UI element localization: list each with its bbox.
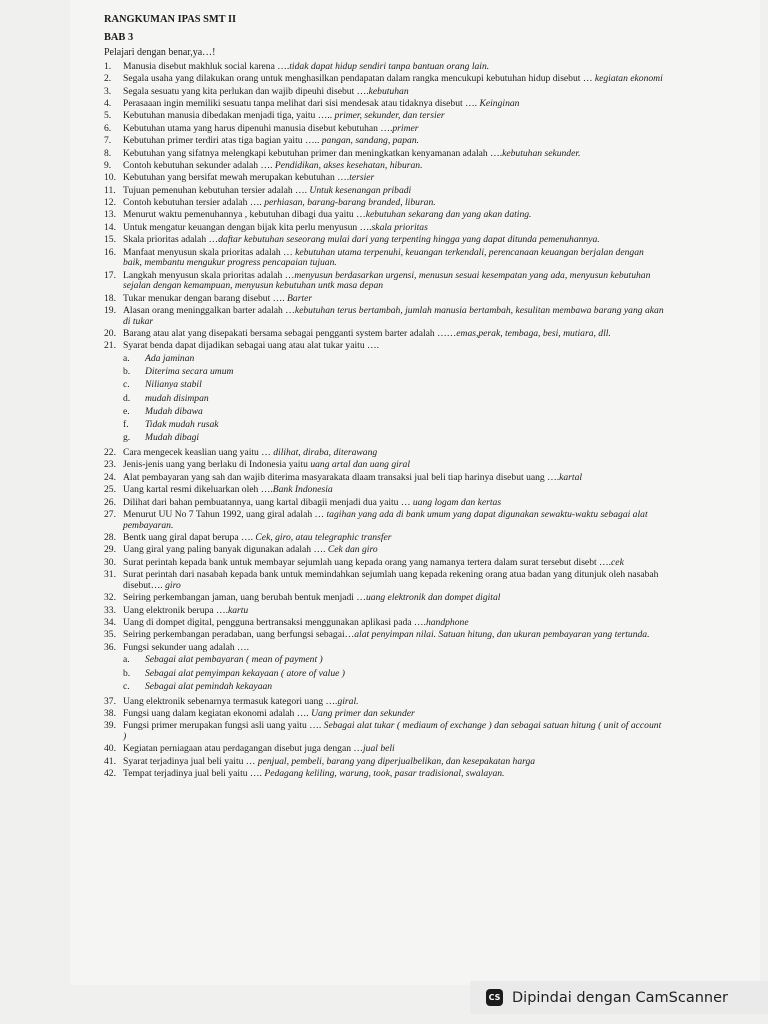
list-item (104, 533, 664, 544)
item-question: Manusia disebut makhluk social karena …. (123, 60, 290, 72)
item-question: Seiring perkembangan peradaban, uang berfungsi sebagai… (123, 629, 355, 641)
item-number: 38. (104, 708, 116, 720)
list-item (104, 558, 664, 569)
list-item (104, 721, 664, 742)
document-content (104, 15, 664, 782)
item-text (123, 570, 664, 591)
item-question: Skala prioritas adalah … (123, 234, 219, 246)
sub-list-item (123, 407, 664, 418)
item-text (123, 111, 664, 122)
sub-list-item (123, 394, 664, 405)
item-text (123, 593, 664, 604)
list-item (104, 329, 664, 340)
item-question: Jenis-jenis uang yang berlaku di Indonesia yaitu (123, 459, 311, 471)
item-text (123, 74, 664, 85)
sub-item-text: Diterima secara umum (145, 366, 234, 378)
item-text (123, 235, 664, 246)
item-answer: dilihat, diraba, diterawang (273, 447, 378, 459)
item-question: Kegiatan perniagaan atau perdagangan disebut juga dengan … (123, 743, 364, 755)
item-number: 4. (104, 97, 112, 109)
item-answer: alat penyimpan nilai. Satuan hitung, dan ukuran pembayaran yang tertunda. (354, 629, 650, 641)
item-question: Barang atau alat yang disepakati bersama sebagai pengganti system barter adalah …… (123, 327, 457, 339)
item-number: 33. (104, 604, 116, 616)
item-text (123, 124, 664, 135)
item-number: 27. (104, 509, 116, 521)
list-item (104, 697, 664, 708)
item-text (123, 460, 664, 471)
item-question: Tujuan pemenuhan kebutuhan tersier adalah …. (123, 184, 310, 196)
list-item (104, 235, 664, 246)
item-question: Untuk mengatur keuangan dengan bijak kita perlu menyusun …. (123, 221, 372, 233)
item-number: 24. (104, 471, 116, 483)
item-answer: menyusun berdasarkan urgensi, menusun sesuai kesempatan yang ada, menyusun kebutuhan sejalan dengan kemampuan, menyusun kebutuhan untk masa depan (123, 269, 651, 292)
sub-item-text: Mudah dibawa (145, 405, 203, 417)
item-text (123, 485, 664, 496)
item-question: Langkah menyusun skala prioritas adalah … (123, 269, 295, 281)
list-item (104, 271, 664, 292)
item-question: Surat perintah kepada bank untuk membayar sejumlah uang kepada orang yang namanya tertera dalam surat tersebut disebt …. (123, 556, 612, 568)
list-item (104, 99, 664, 110)
item-number: 8. (104, 147, 112, 159)
item-number: 42. (104, 768, 116, 780)
item-text (123, 769, 664, 780)
list-item (104, 460, 664, 471)
item-question: Alasan orang meninggalkan barter adalah … (123, 305, 295, 316)
sub-item-letter: d. (123, 392, 131, 404)
list-item (104, 618, 664, 629)
sub-item-letter: b. (123, 667, 131, 679)
chapter-heading: BAB 3 (104, 31, 134, 43)
item-answer: giro (165, 579, 181, 591)
sub-item-text: Sebagai alat pembayaran ( mean of payment ) (145, 654, 323, 666)
sub-item-text: Tidak mudah rusak (145, 418, 219, 430)
list-item (104, 510, 664, 531)
item-number: 29. (104, 544, 116, 556)
item-text (123, 558, 664, 569)
item-number: 26. (104, 496, 116, 508)
item-text (123, 62, 664, 73)
camscanner-watermark (470, 981, 768, 1014)
item-question: Cara mengecek keaslian uang yaitu … (123, 447, 274, 459)
item-answer: Bank Indonesia (272, 484, 333, 496)
item-number: 20. (104, 327, 116, 339)
item-question: Bentk uang giral dapat berupa …. (123, 532, 256, 544)
item-text (123, 294, 664, 305)
item-number: 1. (104, 60, 112, 72)
item-answer: Keinginan (479, 97, 520, 109)
item-number: 10. (104, 172, 116, 184)
item-question: Perasaaan ingin memiliki sesuatu tanpa melihat dari sisi mendesak atau tidaknya disebut …. (123, 97, 480, 109)
item-answer: cek (611, 556, 624, 568)
item-answer: emas,perak, tembaga, besi, mutiara, dll. (456, 327, 611, 339)
item-text (123, 721, 664, 742)
item-text (123, 99, 664, 110)
item-question: Kebutuhan utama yang harus dipenuhi manusia disebut kebutuhan …. (123, 122, 393, 134)
item-question: Kebutuhan primer terdiri atas tiga bagian yaitu ….. (123, 135, 322, 147)
item-text (123, 271, 664, 292)
item-text (123, 149, 664, 160)
item-text (123, 510, 664, 531)
list-item (104, 198, 664, 209)
list-item (104, 62, 664, 73)
item-number: 41. (104, 755, 116, 767)
item-text (123, 744, 664, 755)
list-item (104, 173, 664, 184)
item-number: 34. (104, 616, 116, 628)
list-item (104, 341, 664, 446)
sub-list-item (123, 354, 664, 365)
question-list (104, 62, 664, 780)
list-item (104, 294, 664, 305)
list-item (104, 593, 664, 604)
item-number: 31. (104, 569, 116, 581)
item-question: Tukar menukar dengan barang disebut …. (123, 292, 288, 304)
item-answer: kebutuhan utama terpenuhi, keuangan terkendali, perencanaan keuangan berjalan dengan baik, membantu mengukur progress pencapaian tujuan. (123, 246, 644, 269)
item-answer: uang logam dan kertas (412, 496, 502, 508)
item-number: 37. (104, 695, 116, 707)
item-text (123, 448, 664, 459)
item-text (123, 223, 664, 234)
item-number: 7. (104, 135, 112, 147)
item-answer: jual beli (363, 743, 395, 755)
item-number: 28. (104, 532, 116, 544)
item-question: Contoh kebutuhan sekunder adalah …. (123, 159, 275, 171)
item-answer: kebutuhan sekunder. (502, 147, 581, 159)
item-answer: giral. (337, 695, 359, 707)
item-answer: Barter (287, 292, 313, 304)
item-number: 16. (104, 246, 116, 258)
item-answer: kartal (559, 471, 583, 483)
item-number: 40. (104, 743, 116, 755)
item-text (123, 606, 664, 617)
item-answer: kartu (227, 604, 249, 616)
sub-item-text: mudah disimpan (145, 392, 209, 404)
list-item (104, 630, 664, 641)
item-text (123, 697, 664, 708)
document-title: RANGKUMAN IPAS SMT II (104, 14, 237, 25)
item-text (123, 87, 664, 98)
list-item (104, 606, 664, 617)
item-question: Contoh kebutuhan tersier adalah …. (123, 197, 265, 209)
sub-item-letter: a. (123, 654, 130, 666)
list-item (104, 709, 664, 720)
list-item (104, 643, 664, 695)
sub-item-letter: g. (123, 432, 131, 444)
item-answer: kebutuhan (368, 85, 409, 97)
item-text (123, 473, 664, 484)
item-answer: skala prioritas (371, 221, 428, 233)
sub-item-letter: f. (123, 418, 129, 430)
item-answer: tersier (349, 172, 375, 184)
item-question: Surat perintah dari nasabah kepada bank untuk memindahkan sejumlah uang kepada rekening orang atua badan yang ditunjuk oleh nasabah disebut…. (123, 569, 659, 591)
item-text (123, 198, 664, 209)
sub-item-letter: c. (123, 379, 130, 391)
item-answer: Untuk kesenangan pribadi (309, 184, 412, 196)
item-answer: uang elektronik dan dompet digital (365, 592, 501, 604)
item-question: Tempat terjadinya jual beli yaitu …. (123, 768, 265, 780)
sub-item-text: Sebagai alat pemyimpan kekayaan ( atore of value ) (145, 667, 345, 679)
item-number: 14. (104, 221, 116, 233)
item-number: 32. (104, 592, 116, 604)
list-item (104, 448, 664, 459)
item-answer: handphone (425, 616, 469, 628)
list-item (104, 744, 664, 755)
sub-item-text: Mudah dibagi (145, 432, 200, 444)
item-question: Manfaat menyusun skala prioritas adalah … (123, 246, 296, 258)
item-number: 9. (104, 159, 112, 171)
item-text (123, 630, 664, 641)
item-question: Fungsi uang dalam kegiatan ekonomi adalah …. (123, 708, 312, 720)
list-item (104, 248, 664, 269)
item-question: Segala sesuatu yang kita perlukan dan wajib dipeuhi disebut …. (123, 85, 369, 97)
item-text (123, 643, 664, 695)
item-question: Menurut UU No 7 Tahun 1992, uang giral adalah … (123, 509, 327, 521)
camscanner-logo-icon: CS (486, 989, 503, 1006)
list-item (104, 149, 664, 160)
item-question: Kebutuhan yang bersifat mewah merupakan kebutuhan …. (123, 172, 350, 184)
item-question: Syarat terjadinya jual beli yaitu … (123, 755, 258, 767)
sub-item-letter: c. (123, 680, 130, 692)
item-question: Uang di dompet digital, pengguna bertransaksi menggunakan aplikasi pada …. (123, 616, 426, 628)
item-text (123, 210, 664, 221)
item-answer: Pendidikan, akses kesehatan, hiburan. (274, 159, 423, 171)
sub-item-letter: a. (123, 352, 130, 364)
item-number: 25. (104, 484, 116, 496)
item-text (123, 173, 664, 184)
list-item (104, 485, 664, 496)
item-text (123, 533, 664, 544)
item-text (123, 306, 664, 327)
sub-list-item (123, 420, 664, 431)
item-answer: Cek dan giro (327, 544, 378, 556)
sub-item-letter: e. (123, 405, 130, 417)
item-question: Uang kartal resmi dikeluarkan oleh …. (123, 484, 273, 496)
item-number: 5. (104, 110, 112, 122)
item-question: Alat pembayaran yang sah dan wajib diterima masyarakata dlaam transaksi jual beli tiap harinya disebut uang …. (123, 471, 560, 483)
item-number: 11. (104, 184, 116, 196)
item-answer: primer (392, 122, 419, 134)
item-number: 23. (104, 459, 116, 471)
item-question: Fungsi sekunder uang adalah …. (123, 641, 250, 653)
list-item (104, 161, 664, 172)
item-number: 19. (104, 305, 116, 316)
item-answer: tidak dapat hidup sendiri tanpa bantuan orang lain. (289, 60, 490, 72)
list-item (104, 124, 664, 135)
item-text (123, 498, 664, 509)
sub-item-text: Ada jaminan (145, 352, 195, 364)
item-question: Segala usaha yang dilakukan orang untuk menghasilkan pendapatan dalam rangka mencukupi kebutuhan hidup disebut … (123, 73, 595, 85)
list-item (104, 306, 664, 327)
item-answer: kebutuhan terus bertambah, jumlah manusia bertambah, kesulitan membawa barang yang akan di tukar (123, 305, 664, 327)
item-number: 17. (104, 269, 116, 281)
item-number: 18. (104, 292, 116, 304)
item-question: Dilihat dari bahan pembuatannya, uang kartal dibagii menjadi dua yaitu … (123, 496, 413, 508)
item-number: 39. (104, 720, 116, 732)
item-question: Syarat benda dapat dijadikan sebagai uang atau alat tukar yaitu …. (123, 340, 380, 352)
sub-item-text: Sebagai alat pemindah kekayaan (145, 680, 273, 692)
item-question: Fungsi primer merupakan fungsi asli uang yaitu …. (123, 720, 324, 732)
item-question: Menurut waktu pemenuhannya , kebutuhan dibagi dua yaitu … (123, 209, 366, 221)
list-item (104, 769, 664, 780)
sub-item-text: Nilianya stabil (145, 379, 202, 391)
item-answer: Cek, giro, atau telegraphic transfer (255, 532, 392, 544)
item-text (123, 136, 664, 147)
sub-list-item (123, 655, 664, 666)
item-text (123, 341, 664, 446)
list-item (104, 545, 664, 556)
list-item (104, 136, 664, 147)
list-item (104, 498, 664, 509)
watermark-label: Dipindai dengan CamScanner (512, 989, 729, 1006)
item-question: Kebutuhan manusia dibedakan menjadi tiga, yaitu ….. (123, 110, 335, 122)
item-answer: uang artal dan uang giral (310, 459, 410, 471)
sub-list (123, 354, 664, 444)
item-answer: pangan, sandang, papan. (321, 135, 420, 147)
item-answer: perhiasan, barang-barang branded, liburan. (264, 197, 436, 209)
item-number: 35. (104, 629, 116, 641)
sub-list-item (123, 669, 664, 680)
item-question: Uang giral yang paling banyak digunakan adalah …. (123, 544, 328, 556)
list-item (104, 570, 664, 591)
item-text (123, 248, 664, 269)
item-text (123, 186, 664, 197)
item-question: Uang elektronik berupa …. (123, 604, 228, 616)
sub-list-item (123, 367, 664, 378)
item-text (123, 757, 664, 768)
item-text (123, 618, 664, 629)
item-question: Kebutuhan yang sifatnya melengkapi kebutuhan primer dan meningkatkan kenyamanan adalah …. (123, 147, 503, 159)
list-item (104, 210, 664, 221)
item-answer: Sebagai alat tukar ( mediaum of exchange ) dan sebagai satuan hitung ( unit of account ) (123, 720, 662, 743)
item-answer: kebutuhan sekarang dan yang akan dating. (365, 209, 532, 221)
item-number: 30. (104, 556, 116, 568)
list-item (104, 87, 664, 98)
sub-list (123, 655, 664, 692)
item-answer: Uang primer dan sekunder (311, 708, 415, 720)
item-question: Seiring perkembangan jaman, uang berubah bentuk menjadi … (123, 592, 366, 604)
item-text (123, 161, 664, 172)
intro-text: Pelajari dengan benar,ya…! (104, 47, 216, 59)
item-number: 3. (104, 85, 112, 97)
item-number: 22. (104, 447, 116, 459)
item-answer: primer, sekunder, dan tersier (334, 110, 445, 122)
item-text (123, 709, 664, 720)
list-item (104, 757, 664, 768)
list-item (104, 473, 664, 484)
item-text (123, 545, 664, 556)
item-number: 15. (104, 234, 116, 246)
list-item (104, 111, 664, 122)
item-answer: Pedagang keliling, warung, took, pasar tradisional, swalayan. (264, 768, 505, 780)
item-number: 12. (104, 197, 116, 209)
item-answer: tagihan yang ada di bank umum yang dapat digunakan sewaktu-waktu sebagai alat pembayaran. (123, 509, 648, 531)
item-number: 13. (104, 209, 116, 221)
item-answer: daftar kebutuhan seseorang mulai dari yang terpenting hingga yang dapat ditunda pemenuhannya. (218, 234, 600, 246)
item-question: Uang elektronik sebenarnya termasuk kategori uang …. (123, 695, 338, 707)
sub-list-item (123, 433, 664, 444)
item-number: 2. (104, 73, 112, 85)
list-item (104, 223, 664, 234)
item-number: 36. (104, 641, 116, 653)
list-item (104, 186, 664, 197)
item-number: 21. (104, 340, 116, 352)
sub-item-letter: b. (123, 366, 131, 378)
item-answer: kegiatan ekonomi (594, 73, 663, 85)
list-item (104, 74, 664, 85)
sub-list-item (123, 682, 664, 693)
sub-list-item (123, 380, 664, 391)
item-number: 6. (104, 122, 112, 134)
item-text (123, 329, 664, 340)
item-answer: penjual, pembeli, barang yang diperjualbelikan, dan kesepakatan harga (257, 755, 536, 767)
